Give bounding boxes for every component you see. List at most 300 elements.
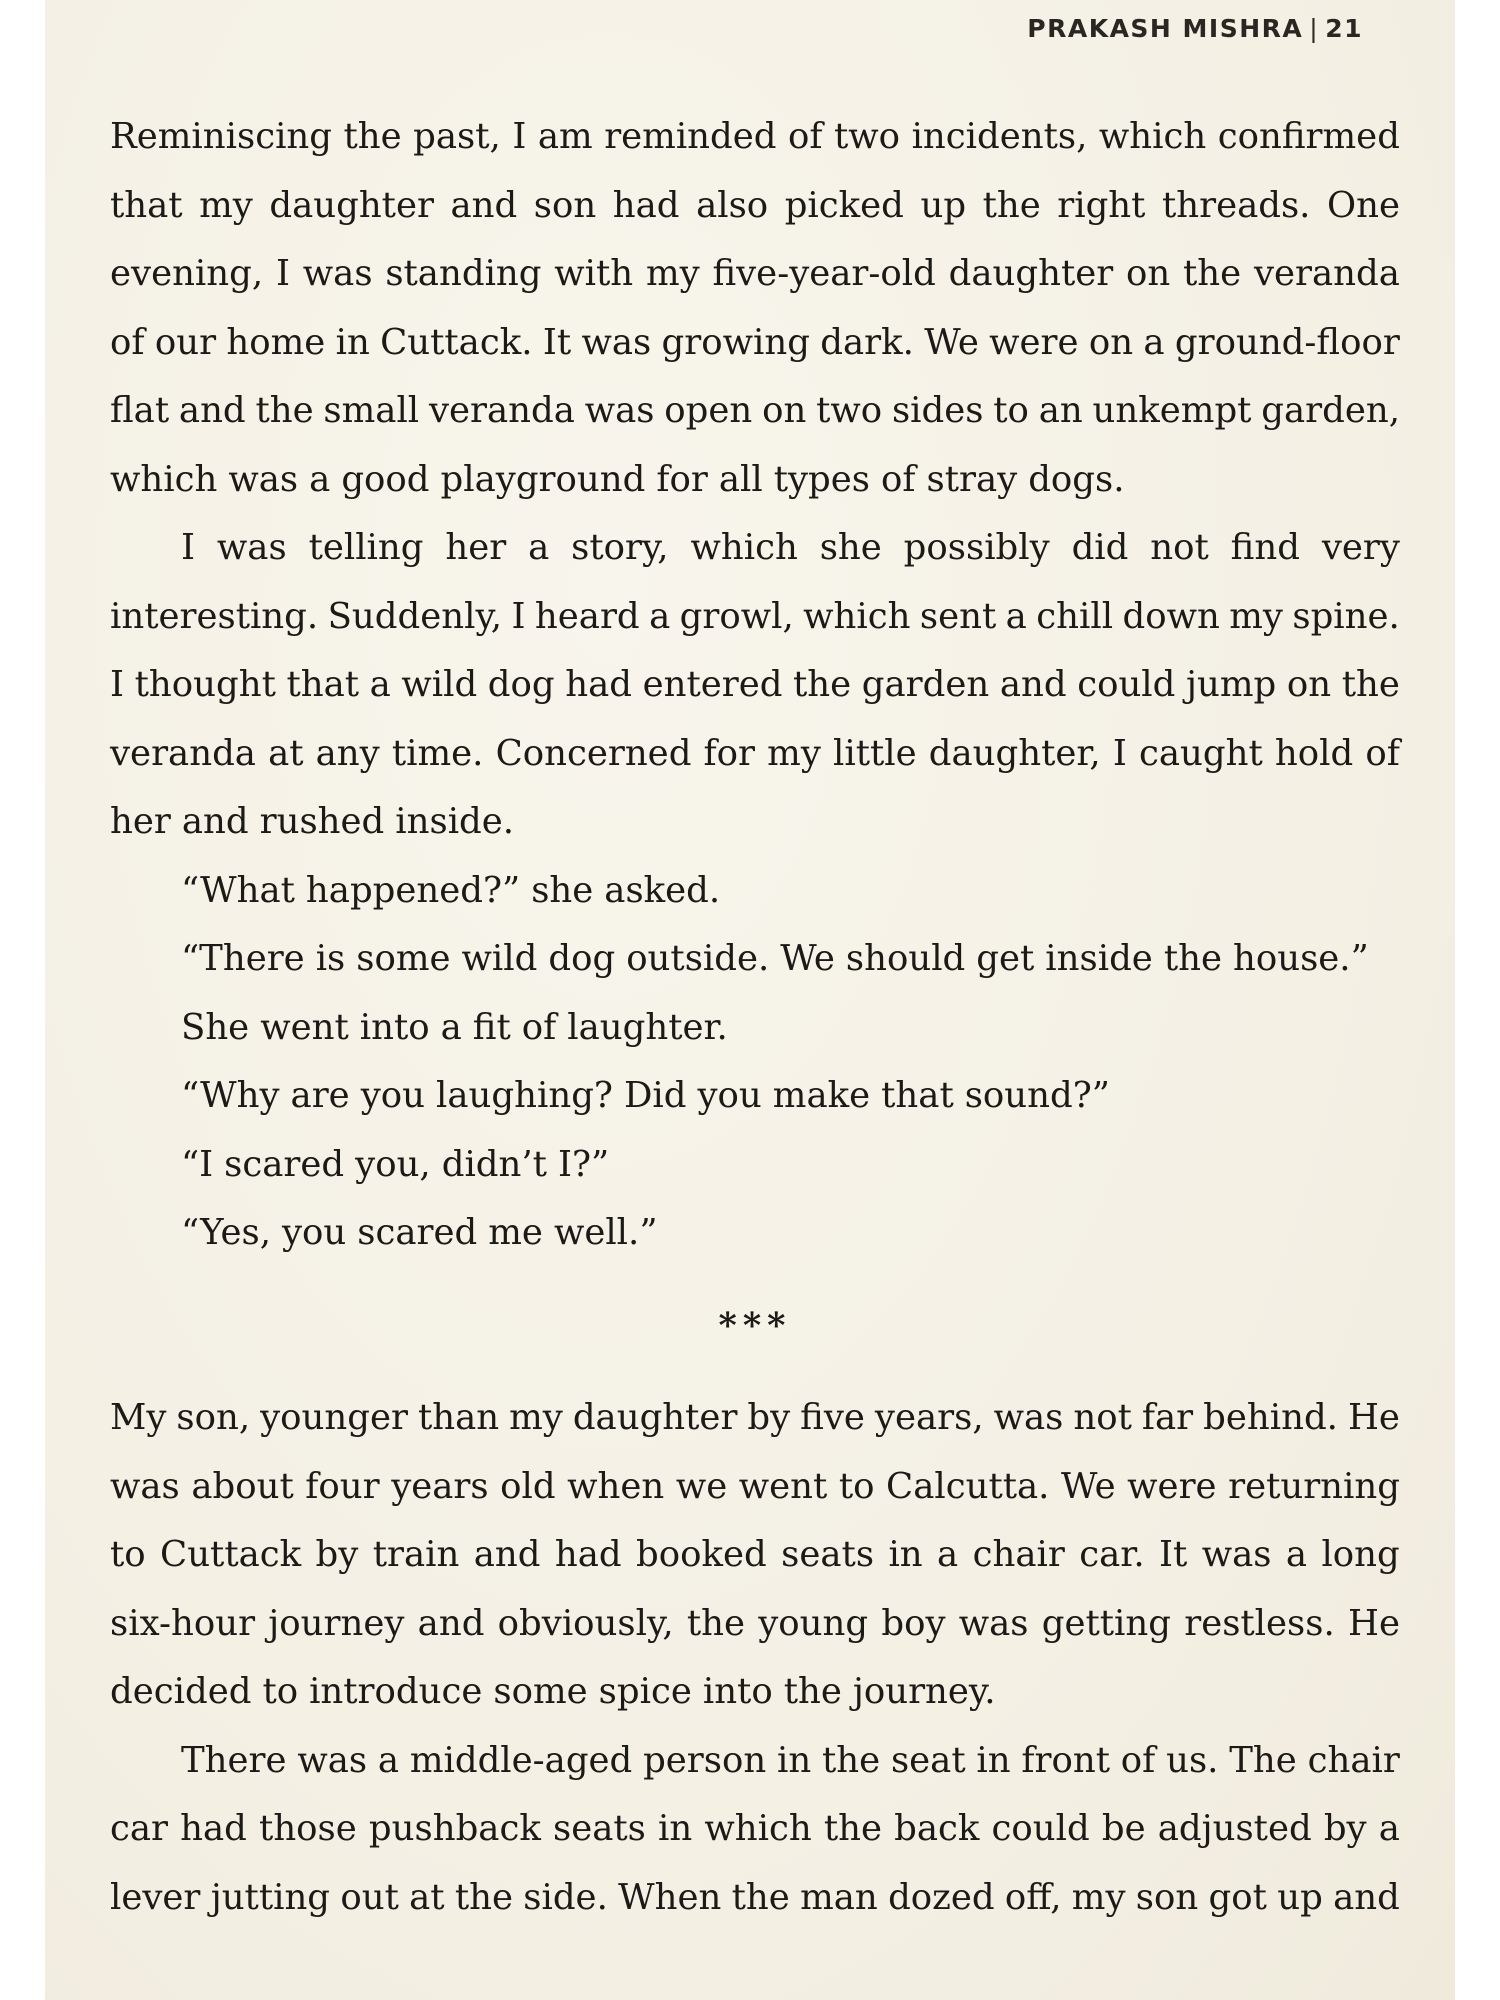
dialogue-paragraph bbox=[110, 1131, 1400, 1200]
word: you, bbox=[355, 1143, 431, 1185]
word: was bbox=[958, 1602, 1029, 1644]
word: We bbox=[1061, 1465, 1116, 1507]
word: to bbox=[262, 1671, 299, 1712]
author-name: PRAKASH MISHRA bbox=[1027, 14, 1304, 43]
word: I bbox=[512, 116, 527, 157]
word: was bbox=[1201, 1534, 1272, 1575]
word: open bbox=[664, 390, 753, 431]
word: reminded bbox=[604, 116, 777, 157]
word: and bbox=[417, 1602, 485, 1644]
word: dogs. bbox=[1028, 458, 1125, 500]
word: into bbox=[702, 1671, 773, 1712]
word: which bbox=[690, 527, 798, 568]
word: We bbox=[780, 938, 835, 979]
word: not bbox=[1150, 527, 1209, 568]
word: was bbox=[297, 1739, 368, 1781]
word: introduce bbox=[309, 1671, 483, 1712]
word: past, bbox=[413, 116, 501, 157]
word: her bbox=[445, 527, 507, 568]
word: person bbox=[643, 1739, 767, 1781]
word: of bbox=[788, 116, 823, 157]
word: on bbox=[1088, 321, 1134, 363]
word: were bbox=[1127, 1465, 1217, 1507]
text-line bbox=[110, 1131, 1400, 1200]
word: home bbox=[226, 321, 326, 363]
word: behind. bbox=[1203, 1397, 1338, 1438]
word: middle-aged bbox=[409, 1739, 633, 1781]
word: the bbox=[783, 1671, 842, 1712]
word: a bbox=[1378, 1808, 1400, 1849]
word: by bbox=[747, 1397, 791, 1438]
word: the bbox=[793, 664, 852, 705]
word: are bbox=[290, 1075, 350, 1116]
word: off, bbox=[1004, 1876, 1062, 1918]
word: and bbox=[1333, 1876, 1400, 1918]
word: the bbox=[823, 1808, 882, 1849]
text-line bbox=[110, 1521, 1400, 1590]
word: jump bbox=[1185, 664, 1277, 705]
word: Did bbox=[623, 1075, 687, 1116]
word: had bbox=[554, 1534, 622, 1575]
word: I?” bbox=[557, 1143, 610, 1185]
text-line bbox=[110, 309, 1400, 378]
word: my bbox=[199, 184, 253, 226]
word: that bbox=[286, 664, 360, 705]
word: entered bbox=[642, 664, 783, 705]
word: getting bbox=[1041, 1602, 1171, 1644]
word: man bbox=[800, 1876, 878, 1918]
word: chair bbox=[972, 1534, 1065, 1575]
text-line bbox=[110, 583, 1400, 652]
word: was bbox=[228, 458, 299, 500]
word: of bbox=[1365, 732, 1400, 774]
word: young bbox=[758, 1602, 869, 1644]
word: that bbox=[881, 1075, 954, 1116]
text-line bbox=[110, 1590, 1400, 1659]
paragraph bbox=[110, 103, 1400, 514]
word: in bbox=[777, 1739, 812, 1781]
word: than bbox=[417, 1397, 500, 1438]
dialogue-paragraph bbox=[110, 925, 1400, 994]
word: rushed bbox=[259, 801, 385, 842]
word: my bbox=[767, 732, 821, 774]
word: us. bbox=[1166, 1739, 1219, 1781]
word: her bbox=[110, 801, 171, 842]
word: dog bbox=[487, 664, 555, 705]
word: long bbox=[1321, 1534, 1400, 1575]
word: I bbox=[1112, 732, 1127, 774]
word: to bbox=[110, 1534, 146, 1575]
word: be bbox=[1101, 1808, 1146, 1849]
word: He bbox=[1347, 1397, 1400, 1438]
word: a bbox=[369, 664, 391, 705]
text-line bbox=[110, 925, 1400, 994]
word: could bbox=[991, 1808, 1090, 1849]
word: at bbox=[409, 1876, 445, 1918]
word: the bbox=[731, 1876, 790, 1918]
text-line bbox=[110, 1727, 1400, 1796]
word: which bbox=[1098, 116, 1207, 157]
word: garden bbox=[861, 664, 990, 705]
word: some bbox=[493, 1671, 588, 1712]
word: my bbox=[1229, 595, 1283, 637]
word: on bbox=[1286, 664, 1332, 705]
word: were bbox=[989, 321, 1079, 363]
word: the bbox=[255, 390, 314, 431]
word: make bbox=[772, 1075, 871, 1116]
text-line bbox=[110, 720, 1400, 789]
word: got bbox=[1208, 1876, 1267, 1918]
text-line bbox=[110, 446, 1400, 515]
word: she bbox=[819, 527, 882, 568]
word: when bbox=[567, 1465, 665, 1507]
word: could bbox=[1077, 664, 1176, 705]
word: for bbox=[656, 458, 708, 500]
word: the bbox=[822, 1739, 881, 1781]
word: growing bbox=[661, 321, 810, 363]
word: journey bbox=[268, 1602, 405, 1644]
word: We bbox=[924, 321, 979, 363]
word: seat bbox=[890, 1739, 966, 1781]
word: find bbox=[1230, 527, 1300, 568]
word: me bbox=[488, 1212, 543, 1253]
word: playground bbox=[440, 458, 646, 500]
word: I bbox=[511, 595, 526, 637]
word: “What bbox=[181, 869, 295, 911]
word: I bbox=[275, 253, 290, 294]
word: spice bbox=[598, 1671, 692, 1712]
word: “Why bbox=[181, 1075, 280, 1116]
word: get bbox=[976, 938, 1035, 979]
word: veranda bbox=[110, 732, 256, 774]
word: ground-floor bbox=[1174, 321, 1400, 363]
word: and bbox=[999, 664, 1067, 705]
word: I bbox=[110, 664, 125, 705]
text-line bbox=[110, 377, 1400, 446]
text-line bbox=[110, 172, 1400, 241]
word: chill bbox=[1036, 595, 1114, 637]
word: was bbox=[993, 1397, 1064, 1438]
word: wild bbox=[401, 664, 478, 705]
word: my bbox=[1071, 1876, 1126, 1918]
word: laughter. bbox=[567, 1006, 728, 1048]
word: the bbox=[982, 184, 1041, 226]
word: four bbox=[305, 1465, 380, 1507]
word: happened?” bbox=[305, 869, 521, 911]
word: well.” bbox=[553, 1212, 658, 1253]
word: incidents, bbox=[911, 116, 1088, 157]
word: stray bbox=[926, 458, 1018, 500]
word: to bbox=[993, 390, 1029, 431]
word: five-year-old bbox=[712, 253, 936, 294]
word: two bbox=[816, 390, 883, 431]
running-head bbox=[1027, 14, 1363, 43]
word: about bbox=[191, 1465, 294, 1507]
word: standing bbox=[385, 253, 542, 294]
word: veranda bbox=[428, 390, 575, 431]
word: He bbox=[1348, 1602, 1400, 1644]
word: am bbox=[537, 116, 593, 157]
word: dozed bbox=[888, 1876, 995, 1918]
word: Concerned bbox=[495, 732, 692, 774]
word: Calcutta. bbox=[886, 1465, 1050, 1507]
text-line bbox=[110, 1062, 1400, 1131]
word: evening, bbox=[110, 253, 264, 294]
header-separator: | bbox=[1309, 14, 1320, 43]
word: should bbox=[845, 938, 966, 979]
word: years, bbox=[874, 1397, 984, 1438]
word: you bbox=[360, 1075, 425, 1116]
word: “I bbox=[181, 1143, 214, 1185]
word: story, bbox=[571, 527, 669, 568]
word: the bbox=[1183, 253, 1242, 294]
word: possibly bbox=[903, 527, 1050, 568]
word: some bbox=[356, 938, 451, 979]
word: to bbox=[838, 1465, 875, 1507]
word: in bbox=[335, 321, 370, 363]
word: and bbox=[473, 1534, 541, 1575]
word: up bbox=[1277, 1876, 1323, 1918]
word: my bbox=[509, 1397, 563, 1438]
word: seats bbox=[781, 1534, 875, 1575]
word: good bbox=[341, 458, 430, 500]
word: an bbox=[1038, 390, 1083, 431]
word: in bbox=[658, 1808, 693, 1849]
text-line bbox=[110, 1384, 1400, 1453]
word: which bbox=[803, 595, 911, 637]
word: daughter bbox=[948, 253, 1114, 294]
word: asked. bbox=[604, 869, 721, 911]
word: two bbox=[834, 116, 901, 157]
word: garden, bbox=[1261, 390, 1400, 431]
word: down bbox=[1122, 595, 1220, 637]
word: Cuttack. bbox=[380, 321, 533, 363]
word: house.” bbox=[1232, 938, 1369, 979]
text-line bbox=[110, 514, 1400, 583]
word: had bbox=[180, 1808, 247, 1849]
word: sound?” bbox=[964, 1075, 1110, 1116]
word: daughter bbox=[572, 1397, 738, 1438]
word: out bbox=[340, 1876, 399, 1918]
word: years bbox=[391, 1465, 489, 1507]
word: the bbox=[1341, 664, 1400, 705]
word: back bbox=[894, 1808, 980, 1849]
word: My bbox=[110, 1397, 167, 1438]
word: younger bbox=[260, 1397, 408, 1438]
word: It bbox=[542, 321, 572, 363]
word: train bbox=[372, 1534, 460, 1575]
word: which bbox=[704, 1808, 812, 1849]
word: One bbox=[1327, 184, 1400, 226]
word: little bbox=[833, 732, 917, 774]
word: into bbox=[359, 1006, 430, 1048]
word: jutting bbox=[210, 1876, 331, 1918]
word: was bbox=[216, 527, 287, 568]
word: unkempt bbox=[1092, 390, 1252, 431]
word: adjusted bbox=[1157, 1808, 1312, 1849]
word: a bbox=[649, 595, 671, 637]
word: When bbox=[618, 1876, 722, 1918]
page-number: 21 bbox=[1325, 14, 1363, 43]
word: small bbox=[323, 390, 420, 431]
word: is bbox=[315, 938, 346, 979]
word: fit bbox=[472, 1006, 511, 1048]
word: spine. bbox=[1292, 595, 1400, 637]
word: did bbox=[1071, 527, 1129, 568]
text-line bbox=[110, 240, 1400, 309]
word: outside. bbox=[626, 938, 770, 979]
word: front bbox=[1021, 1739, 1111, 1781]
word: son bbox=[533, 184, 597, 226]
word: time. bbox=[391, 732, 484, 774]
word: She bbox=[181, 1006, 250, 1048]
word: car bbox=[110, 1808, 169, 1849]
paragraph bbox=[110, 514, 1400, 857]
word: with bbox=[554, 253, 634, 294]
word: of bbox=[880, 458, 916, 500]
text-line bbox=[110, 1453, 1400, 1522]
word: I bbox=[181, 527, 196, 568]
word: had bbox=[612, 184, 680, 226]
word: you bbox=[282, 1212, 347, 1253]
word: wild bbox=[461, 938, 538, 979]
word: car. bbox=[1079, 1534, 1145, 1575]
word: a bbox=[1285, 1534, 1308, 1575]
word: was bbox=[110, 1465, 180, 1507]
word: the bbox=[454, 1876, 513, 1918]
word: sent bbox=[919, 595, 997, 637]
word: obviously, bbox=[497, 1602, 674, 1644]
body-text bbox=[110, 103, 1400, 1932]
word: and bbox=[181, 801, 249, 842]
word: was bbox=[584, 390, 655, 431]
word: a bbox=[528, 527, 550, 568]
word: those bbox=[259, 1808, 357, 1849]
word: by bbox=[315, 1534, 359, 1575]
word: boy bbox=[881, 1602, 946, 1644]
word: of bbox=[521, 1006, 557, 1048]
word: thought bbox=[134, 664, 276, 705]
word: returning bbox=[1228, 1465, 1400, 1507]
word: growl, bbox=[679, 595, 794, 637]
word: hold bbox=[1274, 732, 1354, 774]
word: heard bbox=[534, 595, 640, 637]
word: and bbox=[450, 184, 518, 226]
word: of bbox=[1120, 1739, 1156, 1781]
word: a bbox=[377, 1739, 400, 1781]
word: Cuttack bbox=[160, 1534, 302, 1575]
word: on bbox=[762, 390, 807, 431]
word: not bbox=[1073, 1397, 1132, 1438]
word: sides bbox=[891, 390, 984, 431]
word: flat bbox=[110, 390, 170, 431]
word: Suddenly, bbox=[327, 595, 503, 637]
word: was bbox=[302, 253, 373, 294]
word: at bbox=[268, 732, 304, 774]
word: also bbox=[696, 184, 769, 226]
word: you bbox=[697, 1075, 762, 1116]
text-line bbox=[110, 994, 1400, 1063]
word: a bbox=[1143, 321, 1165, 363]
word: the bbox=[686, 1602, 745, 1644]
word: side. bbox=[523, 1876, 608, 1918]
word: which bbox=[110, 458, 218, 500]
word: didn’t bbox=[441, 1143, 547, 1185]
word: Reminiscing bbox=[110, 116, 333, 157]
word: The bbox=[1229, 1739, 1297, 1781]
word: a bbox=[440, 1006, 462, 1048]
word: pushback bbox=[368, 1808, 541, 1849]
word: scared bbox=[224, 1143, 345, 1185]
word: old bbox=[500, 1465, 556, 1507]
word: went bbox=[260, 1006, 349, 1048]
word: dog bbox=[548, 938, 616, 979]
word: all bbox=[718, 458, 763, 500]
dialogue-paragraph bbox=[110, 1062, 1400, 1131]
word: that bbox=[110, 184, 183, 226]
word: scared bbox=[357, 1212, 478, 1253]
word: for bbox=[703, 732, 756, 774]
word: by bbox=[1323, 1808, 1367, 1849]
word: of bbox=[110, 321, 145, 363]
word: a bbox=[937, 1534, 959, 1575]
text-line bbox=[110, 1864, 1400, 1933]
word: my bbox=[645, 253, 700, 294]
word: went bbox=[738, 1465, 828, 1507]
text-line bbox=[110, 788, 1400, 857]
word: five bbox=[800, 1397, 865, 1438]
word: son, bbox=[176, 1397, 251, 1438]
text-line bbox=[110, 1658, 1400, 1727]
text-line bbox=[110, 857, 1400, 926]
word: far bbox=[1141, 1397, 1194, 1438]
word: inside bbox=[1045, 938, 1153, 979]
word: dark. bbox=[820, 321, 914, 363]
word: had bbox=[565, 664, 632, 705]
word: daughter, bbox=[928, 732, 1101, 774]
word: son bbox=[1135, 1876, 1199, 1918]
word: any bbox=[315, 732, 380, 774]
word: caught bbox=[1139, 732, 1263, 774]
word: a bbox=[1005, 595, 1027, 637]
word: booked bbox=[636, 1534, 767, 1575]
word: and bbox=[178, 390, 246, 431]
book-page bbox=[45, 0, 1455, 2000]
dialogue-paragraph bbox=[110, 994, 1400, 1063]
word: our bbox=[154, 321, 217, 363]
paragraph bbox=[110, 1384, 1400, 1727]
word: daughter bbox=[269, 184, 434, 226]
word: very bbox=[1321, 527, 1400, 568]
word: right bbox=[1057, 184, 1146, 226]
word: on bbox=[1126, 253, 1171, 294]
word: There bbox=[181, 1739, 287, 1781]
word: was bbox=[581, 321, 652, 363]
word: we bbox=[675, 1465, 728, 1507]
word: laughing? bbox=[436, 1075, 613, 1116]
word: seats bbox=[552, 1808, 646, 1849]
word: interesting. bbox=[110, 595, 319, 637]
word: “Yes, bbox=[181, 1212, 271, 1253]
text-line bbox=[110, 1199, 1400, 1268]
word: telling bbox=[308, 527, 424, 568]
text-line bbox=[110, 651, 1400, 720]
word: veranda bbox=[1253, 253, 1400, 294]
word: in bbox=[976, 1739, 1011, 1781]
text-line bbox=[110, 1795, 1400, 1864]
section-break: *** bbox=[718, 1304, 792, 1346]
text-line bbox=[110, 103, 1400, 172]
